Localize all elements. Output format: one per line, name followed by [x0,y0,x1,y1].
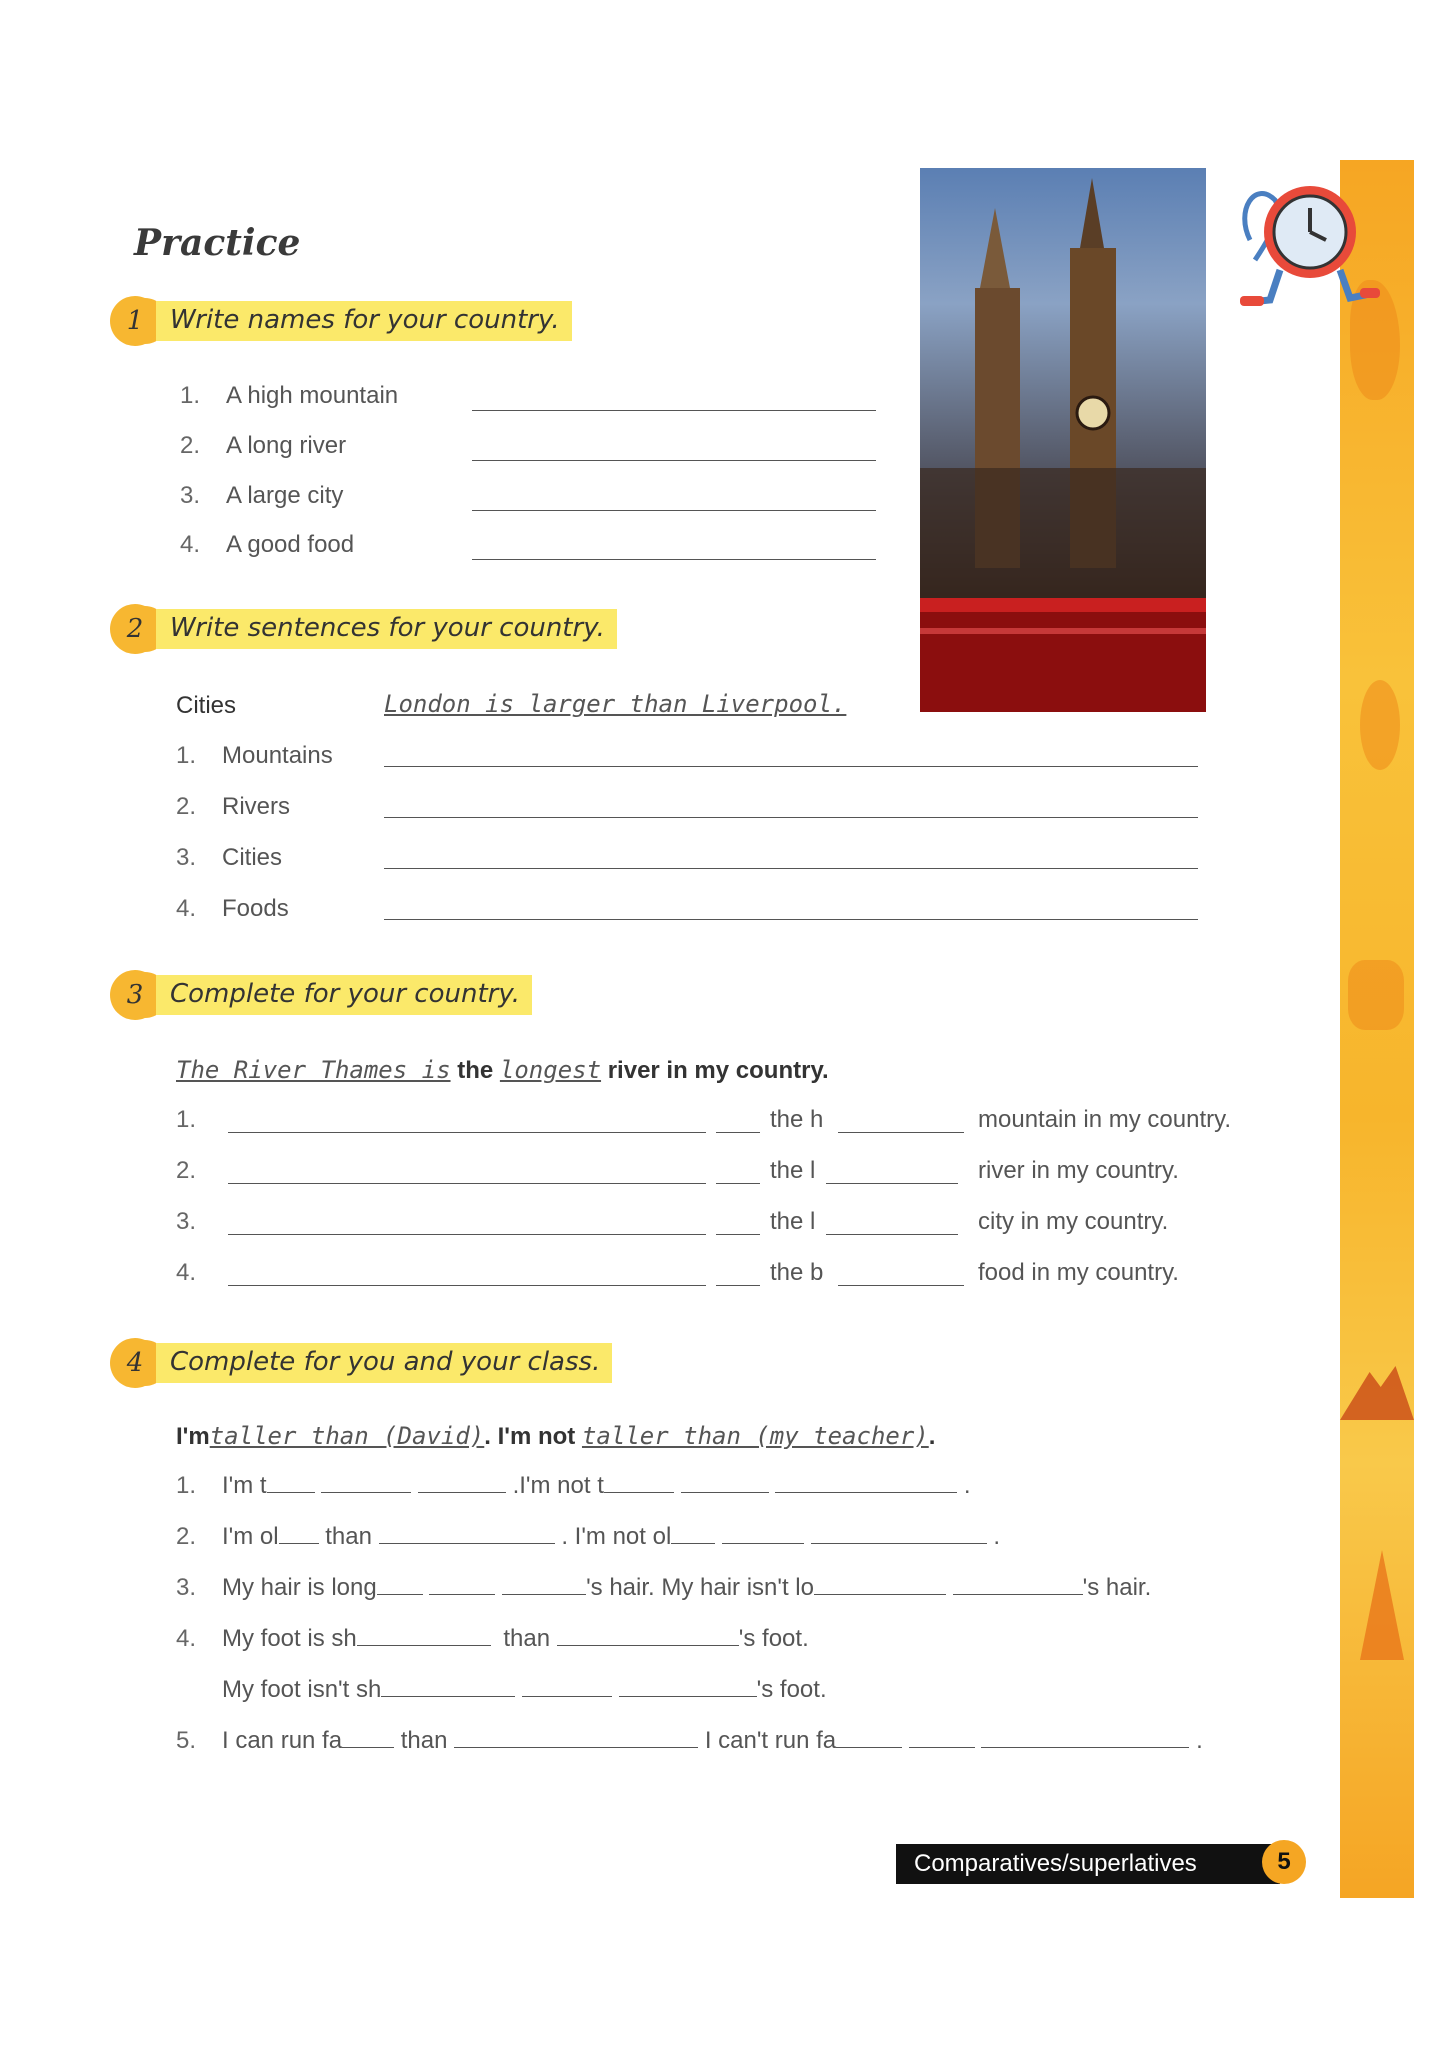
example-fill: taller than (David) [209,1422,485,1450]
prompt-text: the b [770,1259,824,1286]
answer-line[interactable] [384,817,1198,818]
list-item [176,1625,809,1653]
answer-blank[interactable] [522,1695,612,1697]
list-item [222,1676,827,1704]
answer-line[interactable] [826,1234,958,1235]
section-number-badge: 3 [110,970,160,1020]
list-item [176,1157,222,1185]
prompt-text: I'm t [222,1472,267,1499]
example-sentence [176,1056,829,1085]
answer-line[interactable] [472,559,876,560]
example-word: . [928,1423,936,1450]
list-item [176,895,289,923]
prompt-text: than [503,1625,551,1652]
section-title: Complete for you and your class. [156,1343,612,1383]
answer-line[interactable] [838,1285,964,1286]
prompt-text: . [993,1523,1000,1550]
section-3-header [110,972,532,1018]
list-item [176,1472,971,1500]
example-word: . I'm not [484,1423,576,1450]
answer-blank[interactable] [279,1542,319,1544]
answer-line[interactable] [826,1183,958,1184]
section-title: Complete for your country. [156,975,532,1015]
prompt-text: the l [770,1157,816,1184]
prompt-text: I'm ol [222,1523,279,1550]
answer-line[interactable] [384,868,1198,869]
list-item [176,1259,222,1287]
item-number: 4. [176,1625,197,1652]
answer-blank[interactable] [604,1491,674,1493]
page-title: Practice [134,222,301,264]
item-label: Mountains [222,742,333,769]
example-sentence [176,1422,935,1451]
list-item [180,482,343,510]
prompt-text: 's foot. [756,1676,827,1703]
item-number: 2. [176,793,197,820]
prompt-text: .I'm not t [512,1472,604,1499]
example-fill: taller than (my teacher) [581,1422,929,1450]
list-item [180,382,398,410]
answer-blank[interactable] [814,1593,946,1595]
item-number: 1. [176,1106,197,1133]
answer-line[interactable] [228,1183,706,1184]
decorative-side-strip [1340,160,1414,1898]
prompt-text: 's hair. My hair isn't lo [586,1574,814,1601]
answer-blank[interactable] [775,1491,957,1493]
item-label: Rivers [222,793,291,820]
answer-line[interactable] [716,1132,760,1133]
prompt-text: . [1196,1727,1203,1754]
prompt-text: than [325,1523,372,1550]
prompt-text: My foot isn't sh [222,1676,382,1703]
answer-blank[interactable] [909,1746,975,1748]
answer-line[interactable] [472,410,876,411]
example-sentence: London is larger than Liverpool. [384,690,847,718]
answer-blank[interactable] [671,1542,715,1544]
list-item [176,1208,222,1236]
list-item [176,1574,1151,1602]
list-item [176,1523,1000,1551]
answer-blank[interactable] [722,1542,804,1544]
answer-line[interactable] [716,1183,760,1184]
item-number: 4. [176,895,197,922]
prompt-text: river in my country. [978,1157,1179,1184]
answer-blank[interactable] [267,1491,315,1493]
answer-blank[interactable] [557,1644,739,1646]
answer-blank[interactable] [502,1593,586,1595]
section-4-header [110,1340,612,1386]
section-title: Write names for your country. [156,301,572,341]
example-word: I'm [176,1423,210,1450]
answer-blank[interactable] [953,1593,1083,1595]
prompt-text: 's foot. [738,1625,809,1652]
workbook-page [44,160,1414,1898]
prompt-text: city in my country. [978,1208,1169,1235]
answer-line[interactable] [472,510,876,511]
item-number: 4. [176,1259,197,1286]
answer-blank[interactable] [811,1542,987,1544]
item-number: 2. [176,1523,197,1550]
answer-blank[interactable] [321,1491,411,1493]
prompt-text: 's hair. [1082,1574,1152,1601]
answer-blank[interactable] [429,1593,495,1595]
example-word: river in my country. [607,1057,829,1084]
answer-blank[interactable] [357,1644,491,1646]
list-item [176,1106,222,1134]
prompt-text: the l [770,1208,816,1235]
answer-line[interactable] [384,766,1198,767]
item-number: 3. [176,1574,197,1601]
answer-line[interactable] [838,1132,964,1133]
item-number: 1. [176,1472,197,1499]
list-item [176,742,333,770]
prompt-text: food in my country. [978,1259,1179,1286]
answer-blank[interactable] [342,1746,394,1748]
running-clock-icon [1230,170,1380,320]
list-item [180,432,346,460]
item-label: Foods [222,895,289,922]
section-number-badge: 1 [110,296,160,346]
answer-blank[interactable] [981,1746,1189,1748]
item-number: 1. [180,382,201,409]
answer-blank[interactable] [379,1542,555,1544]
prompt-text: than [400,1727,448,1754]
answer-blank[interactable] [418,1491,506,1493]
section-1-header [110,298,572,344]
answer-blank[interactable] [836,1746,902,1748]
example-label: Cities [176,692,237,719]
footer-topic-label: Comparatives/superlatives [896,1844,1280,1884]
answer-line[interactable] [472,460,876,461]
answer-line[interactable] [228,1285,706,1286]
list-item [180,531,354,559]
prompt-text: mountain in my country. [978,1106,1231,1133]
prompt-text: I can't run fa [704,1727,837,1754]
answer-line[interactable] [716,1285,760,1286]
section-number-badge: 2 [110,604,160,654]
answer-line[interactable] [384,919,1198,920]
answer-blank[interactable] [454,1746,698,1748]
big-ben-illustration [920,168,1206,712]
item-number: 4. [180,531,201,558]
big-ben-photo [920,168,1206,712]
list-item [176,793,290,821]
answer-line[interactable] [228,1132,706,1133]
item-number: 2. [176,1157,197,1184]
answer-blank[interactable] [681,1491,769,1493]
item-number: 5. [176,1727,197,1754]
example-fill: longest [499,1056,602,1084]
prompt-text: I can run fa [222,1727,343,1754]
list-item [176,844,282,872]
prompt-text: . I'm not ol [561,1523,672,1550]
item-label: A long river [226,432,347,459]
example-fill: The River Thames is [176,1056,451,1084]
page-number-badge: 5 [1262,1840,1306,1884]
item-label: A good food [226,531,355,558]
list-item [176,1727,1203,1755]
section-2-header [110,606,617,652]
answer-blank[interactable] [377,1593,423,1595]
item-number: 3. [180,482,201,509]
item-number: 2. [180,432,201,459]
prompt-text: . [963,1472,971,1499]
item-label: A large city [226,482,344,509]
answer-blank[interactable] [619,1695,757,1697]
item-label: A high mountain [226,382,399,409]
answer-line[interactable] [228,1234,706,1235]
prompt-text: the h [770,1106,824,1133]
item-number: 1. [176,742,197,769]
answer-line[interactable] [716,1234,760,1235]
item-label: Cities [222,844,283,871]
item-number: 3. [176,844,197,871]
prompt-text: My foot is sh [222,1625,357,1652]
section-number-badge: 4 [110,1338,160,1388]
prompt-text: My hair is long [222,1574,377,1601]
item-number: 3. [176,1208,197,1235]
answer-blank[interactable] [381,1695,515,1697]
section-title: Write sentences for your country. [156,609,617,649]
example-word: the [457,1057,494,1084]
